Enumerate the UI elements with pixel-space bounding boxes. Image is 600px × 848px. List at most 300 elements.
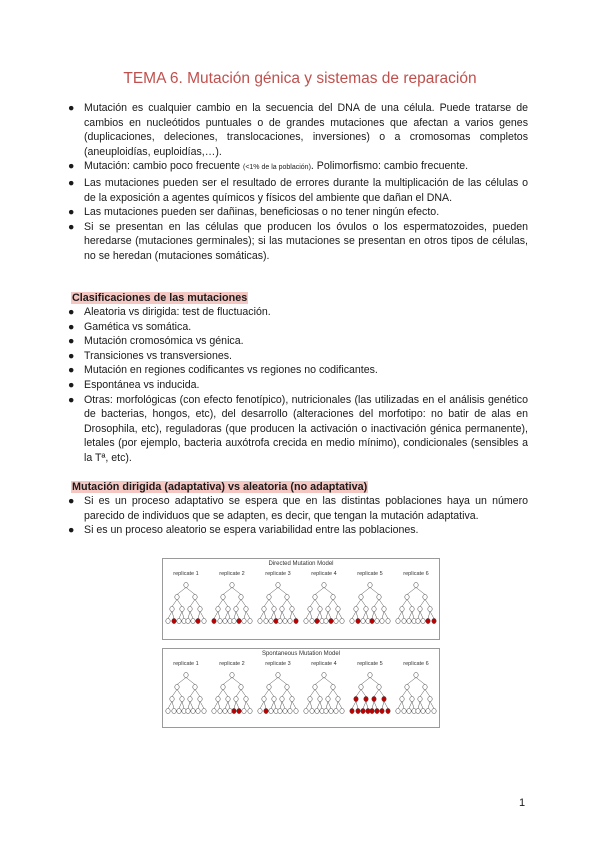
cell bbox=[188, 606, 192, 611]
section-heading-classifications: Clasificaciones de las mutaciones bbox=[72, 292, 248, 304]
tree-branch bbox=[352, 611, 356, 618]
tree-branch bbox=[356, 689, 361, 696]
tree-branch bbox=[315, 587, 324, 594]
tree-branch bbox=[328, 701, 331, 708]
bullet-icon: ● bbox=[68, 524, 75, 537]
cell bbox=[402, 618, 406, 623]
cell bbox=[304, 708, 308, 713]
tree-branch bbox=[379, 689, 384, 696]
cell bbox=[212, 708, 216, 713]
replicate-label: replicate 5 bbox=[357, 661, 383, 667]
cell bbox=[258, 708, 262, 713]
cell bbox=[310, 708, 314, 713]
cell bbox=[226, 696, 230, 701]
cell bbox=[340, 708, 344, 713]
replicate-label: replicate 2 bbox=[219, 661, 245, 667]
tree-branch bbox=[366, 611, 368, 618]
tree-branch bbox=[214, 611, 218, 618]
cell bbox=[198, 696, 202, 701]
cell bbox=[191, 618, 195, 623]
tree-branch bbox=[190, 689, 195, 696]
replicate-label: replicate 3 bbox=[265, 571, 291, 577]
cell bbox=[186, 708, 190, 713]
figure-title: Directed Mutation Model bbox=[268, 561, 334, 567]
mutant-cell bbox=[264, 708, 268, 713]
tree-branch bbox=[280, 701, 282, 708]
bullet-icon: ● bbox=[68, 306, 75, 318]
tree-branch bbox=[225, 701, 228, 708]
cell bbox=[196, 708, 200, 713]
tree-branch bbox=[172, 701, 174, 708]
tree-branch bbox=[218, 689, 223, 696]
tree-branch bbox=[236, 599, 241, 606]
replicate-panel bbox=[258, 661, 298, 714]
tree-branch bbox=[352, 701, 356, 708]
tree-branch bbox=[236, 611, 239, 618]
cell bbox=[274, 708, 278, 713]
replicate-panel bbox=[258, 571, 298, 624]
tree-branch bbox=[274, 611, 276, 618]
list-item: ● Si es un proceso aleatorio se espera variabilidad entre las poblaciones. bbox=[68, 524, 419, 537]
tree-branch bbox=[225, 611, 228, 618]
tree-branch bbox=[310, 599, 315, 606]
tree-branch bbox=[269, 599, 274, 606]
cell bbox=[331, 594, 335, 599]
cell bbox=[372, 606, 376, 611]
tree-branch bbox=[195, 689, 200, 696]
list-item: ● Mutación en regiones codificantes vs regiones no codificantes. bbox=[68, 364, 378, 377]
cell bbox=[407, 708, 411, 713]
tree-branch bbox=[324, 677, 333, 684]
cell bbox=[320, 708, 324, 713]
cell bbox=[405, 594, 409, 599]
bullet-icon: ● bbox=[68, 220, 75, 233]
section-heading-directed-vs-random: Mutación dirigida (adaptativa) vs aleatoria (no adaptativa) bbox=[72, 481, 368, 493]
cell bbox=[267, 594, 271, 599]
tree-branch bbox=[374, 599, 379, 606]
tree-branch bbox=[326, 701, 328, 708]
cell bbox=[364, 606, 368, 611]
bullet-icon: ● bbox=[68, 176, 75, 189]
tree-branch bbox=[182, 701, 184, 708]
tree-branch bbox=[246, 611, 250, 618]
tree-branch bbox=[407, 587, 416, 594]
tree-branch bbox=[232, 587, 241, 594]
cell bbox=[191, 708, 195, 713]
cell bbox=[184, 672, 188, 677]
tree-branch bbox=[280, 611, 282, 618]
list-item: ● Mutación cromosómica vs génica. bbox=[68, 335, 244, 348]
cell bbox=[432, 708, 436, 713]
tree-branch bbox=[420, 701, 423, 708]
cell bbox=[193, 594, 197, 599]
tree-branch bbox=[179, 701, 182, 708]
tree-branch bbox=[264, 611, 266, 618]
cell bbox=[418, 696, 422, 701]
cell bbox=[166, 708, 170, 713]
figure-title: Spontaneous Mutation Model bbox=[261, 651, 341, 657]
cell bbox=[248, 618, 252, 623]
tree-branch bbox=[320, 611, 322, 618]
tree-branch bbox=[241, 599, 246, 606]
replicate-label: replicate 4 bbox=[311, 661, 337, 667]
cell bbox=[234, 696, 238, 701]
tree-branch bbox=[179, 611, 182, 618]
directed-model-diagram bbox=[163, 567, 439, 635]
tree-branch bbox=[366, 701, 368, 708]
cell bbox=[423, 594, 427, 599]
mutant-cell bbox=[432, 618, 436, 623]
tree-branch bbox=[374, 689, 379, 696]
tree-branch bbox=[333, 599, 338, 606]
tree-branch bbox=[264, 689, 269, 696]
replicate-label: replicate 5 bbox=[357, 571, 383, 577]
tree-branch bbox=[188, 611, 190, 618]
tree-branch bbox=[195, 599, 200, 606]
cell bbox=[416, 708, 420, 713]
replicate-label: replicate 6 bbox=[403, 571, 429, 577]
replicate-panel bbox=[166, 661, 206, 714]
tree-branch bbox=[428, 611, 430, 618]
tree-branch bbox=[372, 611, 374, 618]
bullet-icon: ● bbox=[68, 349, 75, 362]
tree-branch bbox=[182, 611, 184, 618]
tree-branch bbox=[430, 701, 434, 708]
tree-branch bbox=[356, 701, 358, 708]
cell bbox=[407, 618, 411, 623]
tree-branch bbox=[361, 689, 366, 696]
cell bbox=[202, 618, 206, 623]
list-item: ● Otras: morfológicas (con efecto fenotípico), nutricionales (las utilizadas en el análisis genético de bacterias, hongos, etc), del desarrollo (alteraciones del morfotipo: no batir de alas en Drosophila, etc), reguladoras (que producen la activación o inactivación génica permanente), letales (por ejemplo, bacteria auxótrofa crecida en medio mínimo), condicionales (sensibles a la Tª, etc). bbox=[68, 393, 528, 464]
cell bbox=[400, 696, 404, 701]
replicate-label: replicate 3 bbox=[265, 661, 291, 667]
cell bbox=[294, 708, 298, 713]
cell bbox=[230, 582, 234, 587]
tree-branch bbox=[241, 689, 246, 696]
cell bbox=[418, 606, 422, 611]
cell bbox=[166, 618, 170, 623]
cell bbox=[218, 708, 222, 713]
cell bbox=[334, 618, 338, 623]
tree-branch bbox=[338, 611, 342, 618]
mutant-cell bbox=[380, 708, 384, 713]
cell bbox=[267, 684, 271, 689]
tree-branch bbox=[186, 677, 195, 684]
cell bbox=[421, 618, 425, 623]
cell bbox=[359, 684, 363, 689]
tree-branch bbox=[398, 611, 402, 618]
cell bbox=[310, 618, 314, 623]
tree-branch bbox=[271, 611, 274, 618]
tree-branch bbox=[244, 701, 246, 708]
cell bbox=[198, 606, 202, 611]
cell bbox=[329, 708, 333, 713]
bullet-icon: ● bbox=[68, 160, 75, 173]
list-item: ● Mutación: cambio poco frecuente (<1% de la población). Polimorfismo: cambio frecuente. bbox=[68, 160, 469, 173]
tree-branch bbox=[310, 611, 312, 618]
cell bbox=[428, 606, 432, 611]
tree-branch bbox=[407, 599, 412, 606]
cell bbox=[182, 618, 186, 623]
mutant-cell bbox=[315, 618, 319, 623]
tree-branch bbox=[407, 689, 412, 696]
cell bbox=[402, 708, 406, 713]
cell bbox=[290, 606, 294, 611]
tree-branch bbox=[223, 677, 232, 684]
cell bbox=[326, 696, 330, 701]
list-item: ● Si se presentan en las células que producen los óvulos o los espermatozoides, pueden heredarse (mutaciones germinales); si las mutaciones se presentan en otros tipos de células, no se heredan (mutaciones somáticas). bbox=[68, 220, 528, 262]
cell bbox=[412, 618, 416, 623]
tree-branch bbox=[177, 599, 182, 606]
cell bbox=[290, 696, 294, 701]
tree-branch bbox=[418, 701, 420, 708]
replicate-label: replicate 6 bbox=[403, 661, 429, 667]
replicate-label: replicate 1 bbox=[173, 661, 199, 667]
tree-branch bbox=[269, 587, 278, 594]
tree-branch bbox=[361, 677, 370, 684]
tree-branch bbox=[363, 701, 366, 708]
cell bbox=[216, 606, 220, 611]
tree-branch bbox=[282, 611, 285, 618]
cell bbox=[280, 606, 284, 611]
list-item: ● Gamética vs somática. bbox=[68, 320, 192, 333]
cell bbox=[177, 708, 181, 713]
cell bbox=[182, 708, 186, 713]
mutant-cell bbox=[356, 708, 360, 713]
mutant-cell bbox=[366, 708, 370, 713]
list-item: ● Espontánea vs inducida. bbox=[68, 378, 200, 391]
cell bbox=[359, 594, 363, 599]
cell bbox=[180, 696, 184, 701]
tree-branch bbox=[264, 701, 266, 708]
tree-branch bbox=[315, 599, 320, 606]
cell bbox=[318, 696, 322, 701]
tree-branch bbox=[172, 611, 174, 618]
list-item: ● Si es un proceso adaptativo se espera que en las distintas poblaciones haya un número parecido de individuos que se adapten, es decir, que tengan la mutación adaptativa. bbox=[68, 495, 528, 522]
cell bbox=[234, 606, 238, 611]
tree-branch bbox=[282, 689, 287, 696]
tree-branch bbox=[190, 599, 195, 606]
cell bbox=[361, 618, 365, 623]
cell bbox=[326, 606, 330, 611]
tree-branch bbox=[200, 701, 204, 708]
classification-bullet-list bbox=[68, 305, 528, 466]
list-item: ● Mutación es cualquier cambio en la secuencia del DNA de una célula. Puede tratarse de cambios en nucleótidos puntuales o de grandes mutaciones que afectan a varios genes (duplicaciones, deleciones, translocaciones, inversiones) o a cromosomas completos (aneuploidías, euploidías,…). bbox=[68, 102, 528, 158]
bullet-icon: ● bbox=[68, 102, 75, 114]
cell bbox=[285, 684, 289, 689]
tree-branch bbox=[200, 611, 204, 618]
cell bbox=[421, 708, 425, 713]
bullet-icon: ● bbox=[68, 364, 75, 377]
list-item: ● Las mutaciones pueden ser el resultado de errores durante la multiplicación de las células o de la exposición a agentes químicos y físicos del ambiente que dañan el DNA. bbox=[68, 176, 528, 204]
tree-branch bbox=[223, 689, 228, 696]
cell bbox=[340, 618, 344, 623]
tree-branch bbox=[290, 701, 292, 708]
tree-branch bbox=[407, 677, 416, 684]
mutant-cell bbox=[364, 696, 368, 701]
tree-branch bbox=[430, 611, 434, 618]
cell bbox=[172, 708, 176, 713]
bullet-icon: ● bbox=[68, 495, 75, 507]
mutant-cell bbox=[370, 618, 374, 623]
bullet-icon: ● bbox=[68, 335, 75, 348]
tree-branch bbox=[234, 611, 236, 618]
mutant-cell bbox=[354, 696, 358, 701]
mutant-cell bbox=[237, 708, 241, 713]
tree-branch bbox=[223, 599, 228, 606]
tree-branch bbox=[363, 611, 366, 618]
mutant-cell bbox=[386, 708, 390, 713]
tree-branch bbox=[382, 701, 384, 708]
tree-branch bbox=[416, 677, 425, 684]
cell bbox=[232, 618, 236, 623]
tree-branch bbox=[287, 689, 292, 696]
tree-branch bbox=[418, 611, 420, 618]
cell bbox=[188, 696, 192, 701]
cell bbox=[354, 606, 358, 611]
replicate-panel bbox=[304, 661, 344, 714]
replicate-panel bbox=[396, 571, 436, 624]
mutant-cell bbox=[294, 618, 298, 623]
cell bbox=[396, 708, 400, 713]
tree-branch bbox=[278, 677, 287, 684]
tree-branch bbox=[274, 701, 276, 708]
cell bbox=[269, 708, 273, 713]
tree-branch bbox=[326, 611, 328, 618]
replicate-panel bbox=[212, 571, 252, 624]
tree-branch bbox=[428, 701, 430, 708]
cell bbox=[318, 606, 322, 611]
replicate-label: replicate 2 bbox=[219, 571, 245, 577]
spontaneous-mutation-model-figure bbox=[162, 648, 440, 728]
cell bbox=[283, 618, 287, 623]
cell bbox=[262, 696, 266, 701]
spontaneous-model-diagram bbox=[163, 657, 439, 723]
bullet-icon: ● bbox=[68, 206, 75, 219]
cell bbox=[242, 618, 246, 623]
cell bbox=[386, 618, 390, 623]
tree-branch bbox=[379, 599, 384, 606]
cell bbox=[368, 672, 372, 677]
tree-branch bbox=[310, 701, 312, 708]
tree-branch bbox=[384, 701, 388, 708]
tree-branch bbox=[398, 701, 402, 708]
cell bbox=[322, 672, 326, 677]
tree-branch bbox=[278, 587, 287, 594]
tree-branch bbox=[282, 701, 285, 708]
cell bbox=[426, 708, 430, 713]
directed-vs-random-bullet-list bbox=[68, 494, 528, 538]
cell bbox=[239, 684, 243, 689]
cell bbox=[228, 708, 232, 713]
cell bbox=[175, 594, 179, 599]
tree-branch bbox=[168, 701, 172, 708]
cell bbox=[258, 618, 262, 623]
tree-branch bbox=[290, 611, 292, 618]
tree-branch bbox=[382, 611, 384, 618]
tree-branch bbox=[232, 677, 241, 684]
page-title: TEMA 6. Mutación génica y sistemas de reparación bbox=[123, 70, 477, 87]
tree-branch bbox=[315, 689, 320, 696]
cell bbox=[285, 594, 289, 599]
tree-branch bbox=[328, 689, 333, 696]
tree-branch bbox=[234, 701, 236, 708]
tree-branch bbox=[370, 677, 379, 684]
tree-branch bbox=[177, 689, 182, 696]
cell bbox=[244, 606, 248, 611]
tree-branch bbox=[425, 599, 430, 606]
cell bbox=[324, 708, 328, 713]
mutant-cell bbox=[382, 696, 386, 701]
mutant-cell bbox=[232, 708, 236, 713]
cell bbox=[177, 618, 181, 623]
cell bbox=[428, 696, 432, 701]
tree-branch bbox=[198, 611, 200, 618]
page-number: 1 bbox=[519, 797, 526, 809]
mutant-cell bbox=[350, 708, 354, 713]
list-item: ● Las mutaciones pueden ser dañinas, beneficiosas o no tener ningún efecto. bbox=[68, 206, 440, 219]
tree-branch bbox=[374, 611, 377, 618]
cell bbox=[423, 684, 427, 689]
cell bbox=[414, 582, 418, 587]
directed-mutation-model-figure bbox=[162, 558, 440, 640]
cell bbox=[276, 672, 280, 677]
tree-branch bbox=[416, 587, 425, 594]
cell bbox=[180, 606, 184, 611]
cell bbox=[410, 606, 414, 611]
tree-branch bbox=[425, 689, 430, 696]
tree-branch bbox=[282, 599, 287, 606]
tree-branch bbox=[361, 587, 370, 594]
cell bbox=[223, 708, 227, 713]
cell bbox=[313, 594, 317, 599]
cell bbox=[336, 606, 340, 611]
tree-branch bbox=[409, 701, 412, 708]
tree-branch bbox=[172, 599, 177, 606]
cell bbox=[175, 684, 179, 689]
cell bbox=[350, 618, 354, 623]
cell bbox=[322, 582, 326, 587]
cell bbox=[280, 696, 284, 701]
cell bbox=[186, 618, 190, 623]
cell bbox=[414, 672, 418, 677]
tree-branch bbox=[356, 611, 358, 618]
cell bbox=[324, 618, 328, 623]
replicate-panel bbox=[396, 661, 436, 714]
mutant-cell bbox=[375, 708, 379, 713]
cell bbox=[262, 606, 266, 611]
tree-branch bbox=[402, 701, 404, 708]
replicate-label: replicate 1 bbox=[173, 571, 199, 577]
cell bbox=[334, 708, 338, 713]
cell bbox=[170, 696, 174, 701]
tree-branch bbox=[372, 701, 374, 708]
cell bbox=[278, 708, 282, 713]
tree-branch bbox=[292, 701, 296, 708]
tree-branch bbox=[384, 611, 388, 618]
tree-branch bbox=[317, 701, 320, 708]
tree-branch bbox=[223, 587, 232, 594]
cell bbox=[380, 618, 384, 623]
mutant-cell bbox=[426, 618, 430, 623]
cell bbox=[377, 684, 381, 689]
cell bbox=[276, 582, 280, 587]
cell bbox=[366, 618, 370, 623]
replicate-label: replicate 4 bbox=[311, 571, 337, 577]
cell bbox=[218, 618, 222, 623]
cell bbox=[288, 708, 292, 713]
tree-branch bbox=[198, 701, 200, 708]
